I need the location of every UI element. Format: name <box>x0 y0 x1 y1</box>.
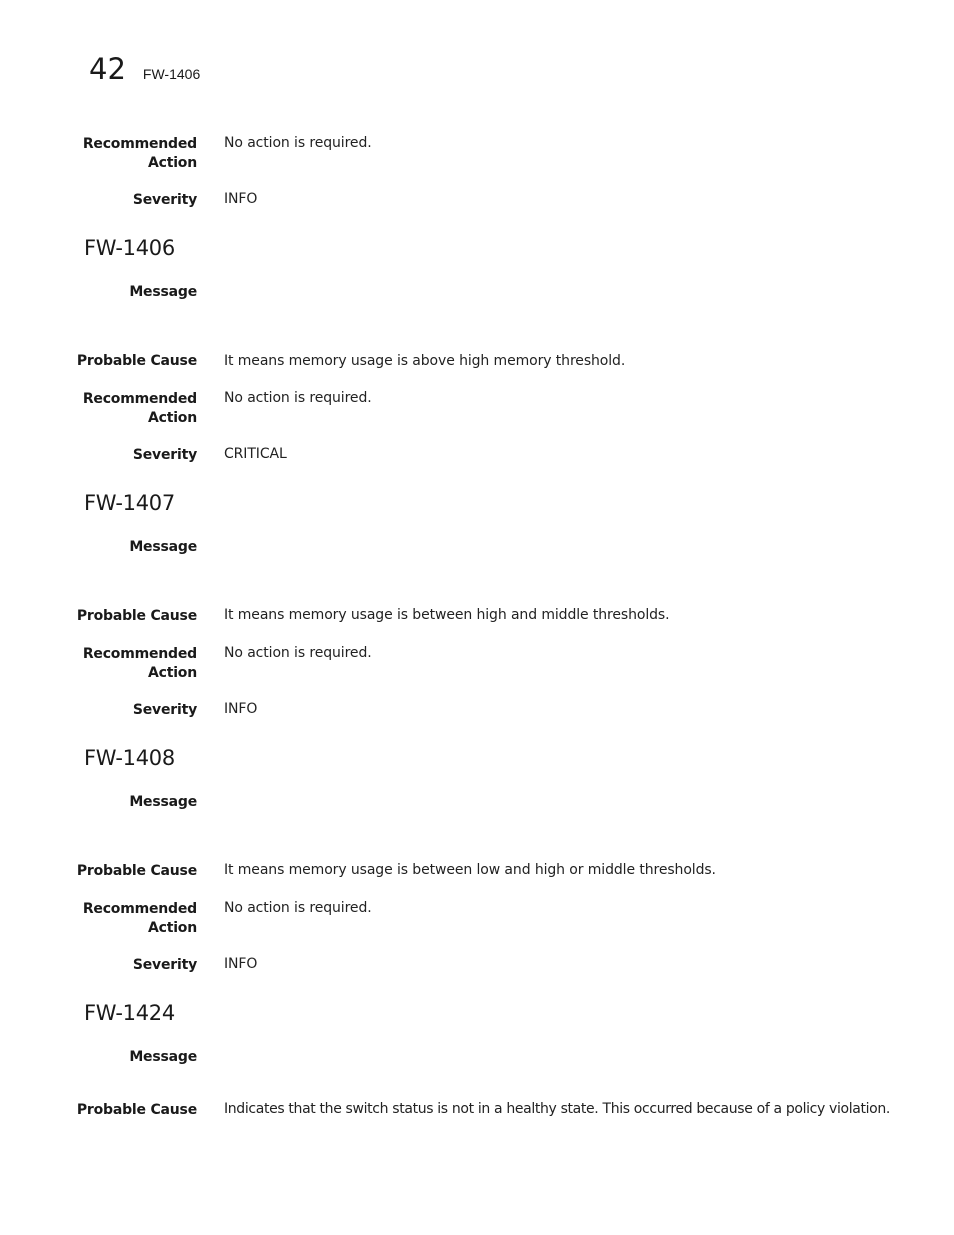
probable-cause-label: Probable Cause <box>76 353 197 369</box>
severity-label: Severity <box>132 447 197 463</box>
message-label: Message <box>129 539 197 555</box>
recommended-action-label: Recommended Action <box>82 901 197 936</box>
page-header <box>89 52 200 86</box>
running-title: FW-1406 <box>142 66 201 82</box>
severity-label: Severity <box>132 192 197 208</box>
section-heading-fw-1424: FW-1424 <box>84 1001 175 1025</box>
section-heading-fw-1408: FW-1408 <box>84 746 175 770</box>
probable-cause-label: Probable Cause <box>76 608 197 624</box>
severity-value: INFO <box>224 191 258 207</box>
recommended-action-label: Recommended Action <box>82 136 197 171</box>
chapter-number: 42 <box>89 52 126 86</box>
probable-cause-value: It means memory usage is above high memory threshold. <box>224 353 626 369</box>
recommended-action-label: Recommended Action <box>82 391 197 426</box>
probable-cause-value: It means memory usage is between high and middle thresholds. <box>224 607 670 623</box>
message-label: Message <box>129 1049 197 1065</box>
recommended-action-label: Recommended Action <box>82 646 197 681</box>
severity-value: INFO <box>224 956 258 972</box>
severity-value: CRITICAL <box>224 446 287 462</box>
severity-label: Severity <box>132 702 197 718</box>
section-heading-fw-1406: FW-1406 <box>84 236 175 260</box>
probable-cause-label: Probable Cause <box>76 1102 197 1118</box>
recommended-action-value: No action is required. <box>224 645 372 661</box>
recommended-action-value: No action is required. <box>224 390 372 406</box>
message-label: Message <box>129 284 197 300</box>
probable-cause-value: Indicates that the switch status is not in a healthy state. This occurred because of a policy violation. <box>224 1101 891 1117</box>
probable-cause-value: It means memory usage is between low and high or middle thresholds. <box>224 862 716 878</box>
severity-value: INFO <box>224 701 258 717</box>
recommended-action-value: No action is required. <box>224 900 372 916</box>
severity-label: Severity <box>132 957 197 973</box>
recommended-action-value: No action is required. <box>224 135 372 151</box>
message-label: Message <box>129 794 197 810</box>
section-heading-fw-1407: FW-1407 <box>84 491 175 515</box>
probable-cause-label: Probable Cause <box>76 863 197 879</box>
